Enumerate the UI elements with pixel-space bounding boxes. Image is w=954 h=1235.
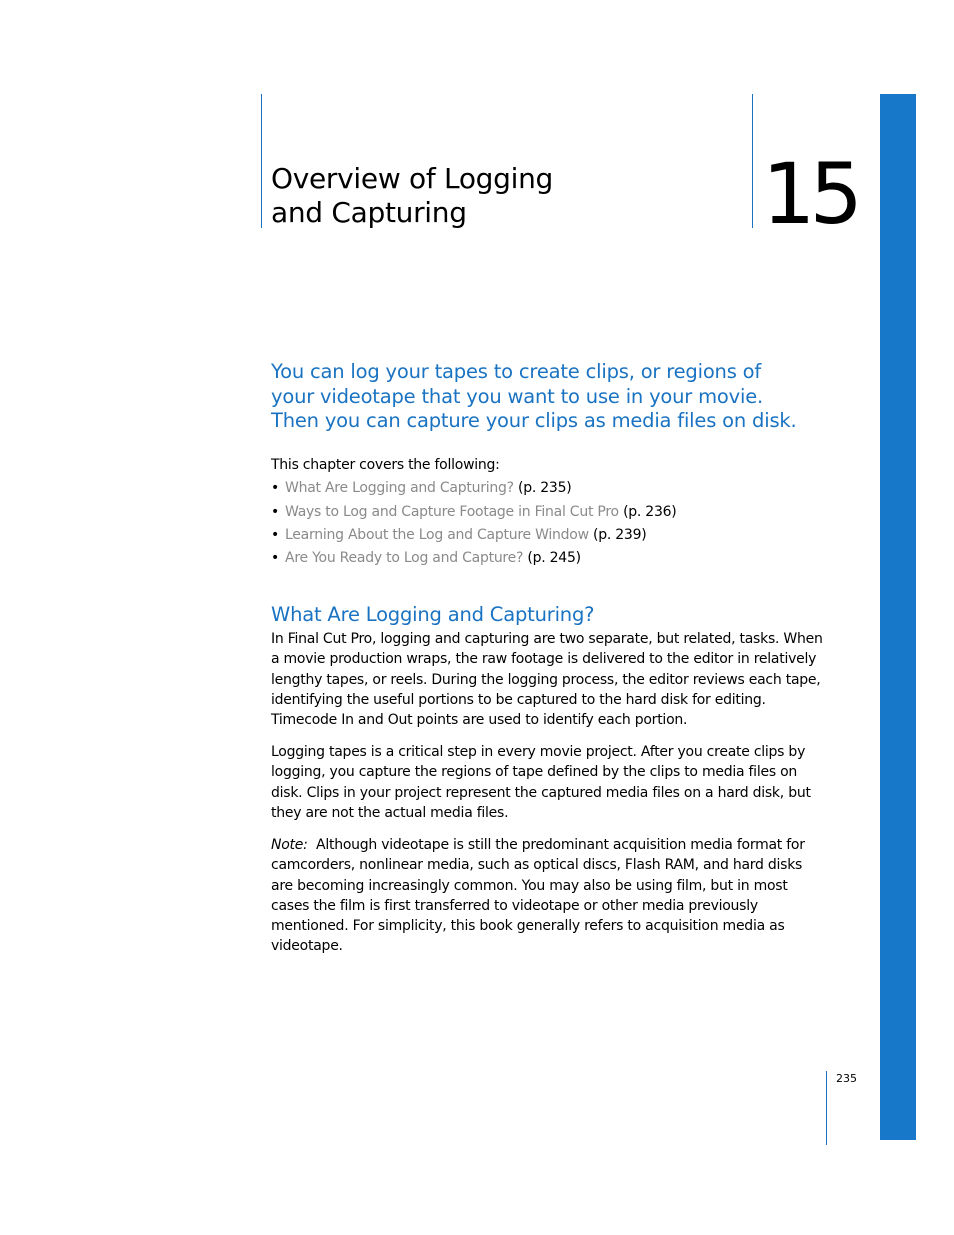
bullet-icon: • <box>271 527 280 544</box>
chapter-number: 15 <box>762 145 857 243</box>
contents-list <box>271 478 831 572</box>
toc-link-ways-to-log[interactable]: Ways to Log and Capture Footage in Final Cut Pro <box>285 503 619 520</box>
note-paragraph <box>271 835 827 957</box>
list-item <box>271 548 831 571</box>
toc-link-are-you-ready[interactable]: Are You Ready to Log and Capture? <box>285 550 524 567</box>
toc-page-ref: (p. 239) <box>593 527 647 544</box>
bullet-icon: • <box>271 503 280 520</box>
contents-lead: This chapter covers the following: <box>271 457 500 473</box>
chapter-tab-bar <box>880 94 916 1140</box>
note-text: Although videotape is still the predominant acquisition media format for camcorders, nonlinear media, such as optical discs, Flash RAM, and hard disks are becoming increasingly common. You may also be using film, but in most cases the film is first transferred to videotape or other media previously mentioned. For simplicity, this book generally refers to acquisition media as videotape. <box>271 837 805 955</box>
toc-page-ref: (p. 235) <box>518 480 572 497</box>
folio-rule <box>826 1071 827 1145</box>
chapter-intro: You can log your tapes to create clips, or regions of your videotape that you want to use in your movie. Then you can capture your clips as media files on disk. <box>271 360 797 432</box>
bullet-icon: • <box>271 550 280 567</box>
body-paragraph: In Final Cut Pro, logging and capturing are two separate, but related, tasks. When a movie production wraps, the raw footage is delivered to the editor in relatively lengthy tapes, or reels. During the logging process, the editor reviews each tape, identifying the useful portions to be captured to the hard disk for editing. Timecode In and Out points are used to identify each portion. <box>271 631 823 729</box>
toc-link-log-and-capture-window[interactable]: Learning About the Log and Capture Window <box>285 527 589 544</box>
note-label: Note: <box>271 837 308 853</box>
section-heading: What Are Logging and Capturing? <box>271 603 595 626</box>
list-item <box>271 502 831 525</box>
toc-page-ref: (p. 236) <box>623 503 677 520</box>
toc-page-ref: (p. 245) <box>527 550 581 567</box>
title-rule <box>261 94 262 228</box>
list-item <box>271 478 831 501</box>
bullet-icon: • <box>271 480 280 497</box>
chapter-title <box>271 162 731 230</box>
chapter-number-rule <box>752 94 753 228</box>
page-number: 235 <box>836 1072 857 1085</box>
toc-link-what-are-logging[interactable]: What Are Logging and Capturing? <box>285 480 514 497</box>
body-paragraph: Logging tapes is a critical step in every movie project. After you create clips by logging, you capture the regions of tape defined by the clips to media files on disk. Clips in your project represent the captured media files on a hard disk, but they are not the actual media files. <box>271 744 811 821</box>
chapter-contents <box>271 455 831 572</box>
chapter-title-line2: and Capturing <box>271 196 467 229</box>
list-item <box>271 525 831 548</box>
chapter-title-line1: Overview of Logging <box>271 162 553 195</box>
